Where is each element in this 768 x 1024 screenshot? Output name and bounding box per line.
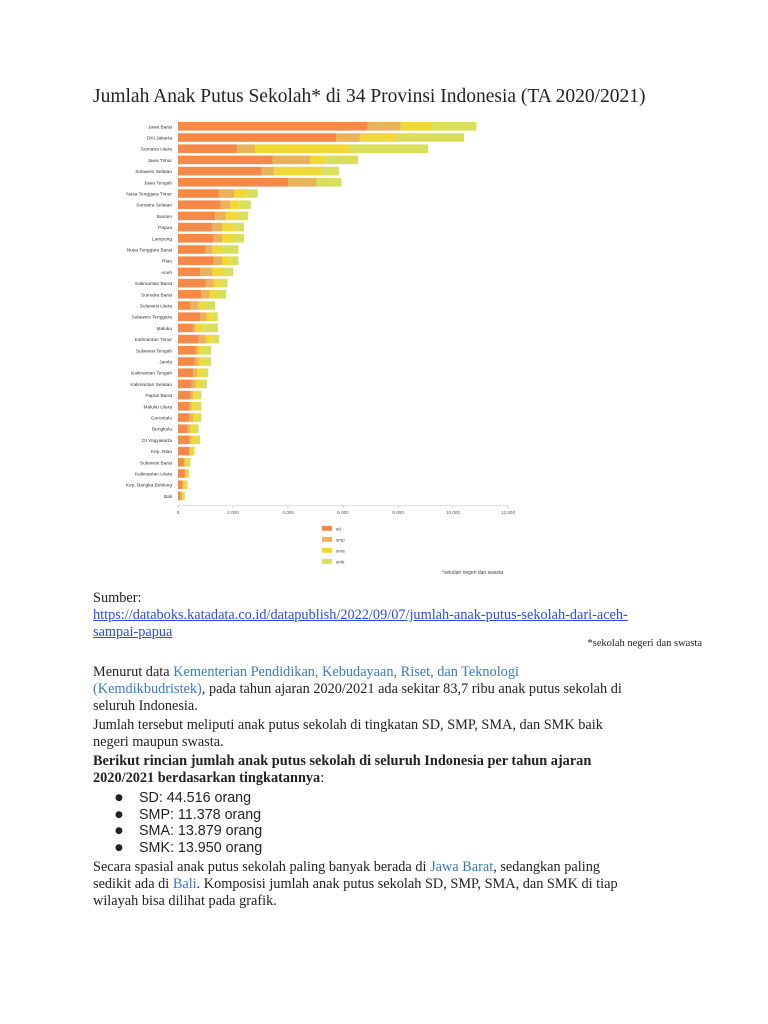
bar-segment-smk [195, 424, 199, 433]
bar-segment-smk [230, 256, 238, 265]
bar-segment-smp [193, 368, 197, 377]
category-label: DI Yogyakarta [142, 438, 172, 444]
bar-segment-smk [233, 223, 244, 232]
bar-segment-smp [196, 346, 199, 355]
bar-segment-sma [193, 391, 197, 400]
bar-segment-sma [222, 234, 233, 243]
bar-segment-smp [189, 436, 192, 445]
bar-segment-smk [237, 212, 248, 221]
chart-note: *sekolah negeri dan swasta [442, 569, 504, 576]
bar-segment-smp [189, 413, 193, 422]
bar-segment-smk [203, 346, 211, 355]
category-label: Sulawesi Tenggara [131, 315, 172, 321]
bar-segment-sd [178, 480, 182, 489]
stacked-bar-chart [100, 112, 530, 586]
paragraph-spatial: Secara spasial anak putus sekolah paling banyak berada di Jawa Barat, sedangkan paling sedikit ada di Bali. Komposisi jumlah anak putus sekolah SD, SMP, SMA, dan SMK di tiap wilayah bisa dilihat pada grafik. [93, 859, 618, 909]
levels-list [93, 790, 262, 856]
bar-segment-smp [288, 178, 317, 187]
bar-segment-sma [184, 480, 187, 489]
list-item: ● SMP: 11.378 orang [115, 806, 262, 823]
bar-segment-sd [178, 189, 219, 198]
legend-label-smk: smk [336, 559, 345, 565]
list-item: ● SMK: 13.950 orang [115, 839, 263, 856]
category-label: DKI Jakarta [146, 136, 172, 142]
bar-segment-sma [255, 144, 350, 153]
bar-segment-sd [178, 324, 193, 333]
category-label: Kalimantan Selatan [130, 382, 172, 388]
bar-segment-smp [219, 189, 234, 198]
bar-segment-smp [184, 458, 185, 467]
bar-segment-sd [178, 391, 190, 400]
legend-label-smp: smp [336, 537, 345, 543]
bar-segment-smp [206, 245, 213, 254]
chart-bars [126, 122, 477, 500]
bar-segment-sma [190, 424, 194, 433]
bar-segment-smk [197, 391, 201, 400]
bar-segment-smp [200, 268, 212, 277]
category-label: Papua Barat [145, 394, 172, 400]
x-tick-label: 8.000 [392, 509, 404, 515]
bar-segment-sma [234, 189, 246, 198]
bar-segment-sma [199, 301, 206, 310]
bar-segment-sma [196, 380, 202, 389]
bar-segment-smp [189, 402, 192, 411]
category-label: Gorontalo [150, 416, 172, 422]
bar-segment-sma [192, 402, 196, 411]
bar-segment-smp [368, 122, 401, 131]
bar-segment-sd [178, 413, 189, 422]
category-label: Sumatra Barat [141, 293, 172, 299]
bar-segment-sd [178, 167, 262, 176]
category-label: Sumatra Utara [140, 147, 172, 153]
bar-segment-smk [317, 178, 342, 187]
bar-segment-smk [212, 335, 219, 344]
bar-segment-smk [247, 189, 258, 198]
bar-segment-smk [233, 234, 244, 243]
category-label: Banten [156, 214, 172, 220]
bar-segment-smk [223, 245, 238, 254]
jawa-barat-link[interactable]: Jawa Barat [430, 859, 494, 875]
bar-segment-smp [212, 223, 222, 232]
bar-segment-smk [350, 144, 428, 153]
x-tick-label: 0 [176, 509, 180, 515]
x-tick-label: 2.000 [227, 509, 239, 515]
category-label: Jambi [159, 360, 172, 366]
bar-segment-sd [178, 424, 188, 433]
bar-segment-smp [190, 391, 193, 400]
bar-segment-smk [206, 301, 216, 310]
bar-segment-smp [237, 144, 255, 153]
list-item: ● SMA: 13.879 orang [115, 823, 263, 839]
x-tick-label: 12.000 [500, 509, 516, 515]
paragraph-breakdown-heading: Berikut rincian jumlah anak putus sekolah di seluruh Indonesia per tahun ajaran 2020/2021 berdasarkan tingkatannya: [93, 753, 592, 786]
bar-segment-sd [178, 469, 185, 478]
bar-segment-smp [214, 256, 222, 265]
bar-segment-smp [201, 290, 209, 299]
bar-segment-smp [214, 234, 222, 243]
bar-segment-sd [178, 492, 181, 501]
category-label: Kalimantan Utara [134, 472, 172, 478]
legend-swatch-smk [322, 559, 332, 564]
paragraph-coverage: Jumlah tersebut meliputi anak putus sekolah di tingkatan SD, SMP, SMA, dan SMK baik negeri maupun swasta. [93, 717, 603, 750]
source-label: Sumber: [93, 590, 142, 606]
bar-segment-sd [178, 368, 193, 377]
category-label: Sumatra Selatan [136, 203, 172, 209]
bar-segment-smp [199, 335, 206, 344]
bar-segment-smp [273, 156, 310, 165]
category-label: Kep. Riau [150, 450, 172, 456]
category-label: Bali [164, 494, 172, 500]
kemdikbud-link[interactable]: Kementerian Pendidikan, Kebudayaan, Riset, dan Teknologi (Kemdikbudristek) [93, 664, 519, 697]
bar-segment-sd [178, 346, 196, 355]
bar-segment-sma [274, 167, 322, 176]
category-label: Papua [158, 226, 172, 232]
bar-segment-sd [178, 447, 189, 456]
bar-segment-sd [178, 312, 200, 321]
bar-segment-smk [188, 458, 191, 467]
bar-segment-sd [178, 290, 201, 299]
bar-segment-smk [397, 133, 464, 142]
bar-segment-sd [178, 200, 221, 209]
category-label: Kalimantan Timur [134, 338, 172, 344]
bar-segment-smp [188, 424, 191, 433]
category-label: Lampung [151, 237, 172, 243]
bar-segment-sma [360, 133, 397, 142]
bar-segment-smk [203, 324, 218, 333]
bar-segment-sma [206, 335, 213, 344]
bar-segment-sma [185, 458, 188, 467]
category-label: Nusa Tenggara Timur [126, 192, 172, 198]
bar-segment-smk [221, 279, 228, 288]
bar-segment-sma [214, 279, 221, 288]
category-label: Maluku Utara [143, 405, 172, 411]
bar-segment-sd [178, 133, 336, 142]
bar-segment-sma [193, 413, 197, 422]
x-tick-label: 10.000 [445, 509, 461, 515]
bar-segment-sd [178, 122, 368, 131]
bar-segment-sd [178, 436, 189, 445]
chart-legend [322, 526, 345, 565]
bar-segment-sd [178, 458, 184, 467]
bar-segment-sma [212, 268, 222, 277]
category-label: Nusa Tenggara Barat [126, 248, 172, 254]
bar-segment-sma [222, 256, 230, 265]
bar-segment-sd [178, 212, 215, 221]
bar-segment-smp [206, 279, 214, 288]
category-label: Sulawesi Utara [139, 304, 172, 310]
bar-segment-smp [195, 357, 199, 366]
bar-segment-smk [212, 312, 218, 321]
bar-segment-smp [185, 469, 186, 478]
bar-segment-smk [203, 368, 209, 377]
bar-segment-smp [221, 200, 231, 209]
bar-segment-smk [204, 357, 211, 366]
bar-segment-sma [310, 156, 325, 165]
bar-segment-smk [196, 436, 200, 445]
category-label: Kep. Bangka Belitung [125, 483, 172, 489]
page-title: Jumlah Anak Putus Sekolah* di 34 Provinsi Indonesia (TA 2020/2021) [93, 86, 646, 107]
legend-label-sma: sma [336, 548, 345, 554]
category-label: Aceh [161, 270, 172, 276]
legend-swatch-smp [322, 537, 332, 542]
bar-segment-smk [322, 167, 339, 176]
legend-swatch-sd [322, 526, 332, 531]
bar-segment-sd [178, 234, 214, 243]
bar-segment-sd [178, 357, 195, 366]
source-block [93, 590, 693, 641]
category-label: Bengkulu [151, 427, 172, 433]
bar-segment-sma [199, 346, 203, 355]
bar-segment-smp [262, 167, 274, 176]
bar-segment-smk [240, 200, 251, 209]
source-link[interactable]: https://databoks.katadata.co.id/datapublish/2022/09/07/jumlah-anak-putus-sekolah-dari-aceh- sampai-papua [93, 607, 628, 640]
bali-link[interactable]: Bali [172, 876, 197, 892]
bar-segment-sma [212, 245, 223, 254]
bar-segment-sd [178, 402, 189, 411]
bar-segment-sd [178, 144, 237, 153]
bar-segment-smp [182, 480, 183, 489]
bar-segment-smp [181, 492, 182, 501]
category-label: Kalimantan Barat [135, 282, 172, 288]
bar-segment-sma [192, 436, 196, 445]
bar-segment-sma [190, 447, 194, 456]
bar-segment-smk [184, 492, 185, 501]
chart-x-axis [177, 506, 516, 515]
bar-segment-sma [226, 212, 237, 221]
bar-segment-smp [193, 324, 196, 333]
bar-segment-sd [178, 301, 190, 310]
bar-segment-sma [196, 324, 203, 333]
bar-segment-sd [178, 156, 273, 165]
bar-segment-smk [197, 413, 201, 422]
bar-segment-smp [190, 301, 198, 310]
bar-segment-sma [210, 290, 217, 299]
bar-segment-smk [196, 402, 202, 411]
bar-segment-smp [336, 133, 359, 142]
x-tick-label: 4.000 [282, 509, 294, 515]
bar-segment-sd [178, 178, 288, 187]
source-footnote: *sekolah negeri dan swasta [587, 638, 702, 649]
bar-segment-sma [222, 223, 233, 232]
legend-label-sd: sd [336, 526, 341, 532]
category-label: Sulawesi Selatan [135, 170, 172, 176]
bar-segment-smk [201, 380, 207, 389]
bar-segment-sma [182, 492, 183, 501]
category-label: Jawa Tengah [143, 181, 172, 187]
bar-segment-sd [178, 223, 212, 232]
category-label: Maluku [156, 326, 172, 332]
bar-segment-sma [197, 368, 203, 377]
bar-segment-smk [325, 156, 358, 165]
category-label: Jawa Timur [147, 158, 172, 164]
bar-segment-sma [401, 122, 433, 131]
category-label: Jawa Barat [148, 125, 172, 131]
bar-segment-sma [186, 469, 189, 478]
bar-segment-sd [178, 380, 192, 389]
bar-segment-sma [199, 357, 205, 366]
bar-segment-sd [178, 279, 206, 288]
bar-segment-smp [192, 380, 196, 389]
bar-segment-smk [222, 268, 233, 277]
category-label: Sulawesi Tengah [135, 349, 172, 355]
bar-segment-sd [178, 245, 206, 254]
bar-segment-smp [189, 447, 190, 456]
bar-segment-smk [432, 122, 476, 131]
list-item: ● SD: 44.516 orang [115, 790, 252, 806]
bar-segment-smk [186, 480, 187, 489]
bar-segment-smk [217, 290, 227, 299]
category-label: Sulawesi Barat [140, 461, 172, 467]
bar-segment-smp [215, 212, 226, 221]
legend-swatch-sma [322, 548, 332, 553]
paragraph-kemdikbud: Menurut data Kementerian Pendidikan, Kebudayaan, Riset, dan Teknologi (Kemdikbudristek), pada tahun ajaran 2020/2021 ada sekitar 83,7 ribu anak putus sekolah di seluruh Indonesia. [93, 664, 622, 714]
category-label: Kalimantan Tengah [131, 371, 172, 377]
bar-segment-sd [178, 335, 199, 344]
bar-segment-sma [207, 312, 213, 321]
bar-segment-sma [230, 200, 240, 209]
bar-segment-smp [200, 312, 207, 321]
x-tick-label: 6.000 [337, 509, 349, 515]
bar-segment-sd [178, 256, 214, 265]
bar-segment-sd [178, 268, 200, 277]
category-label: Riau [162, 259, 172, 265]
